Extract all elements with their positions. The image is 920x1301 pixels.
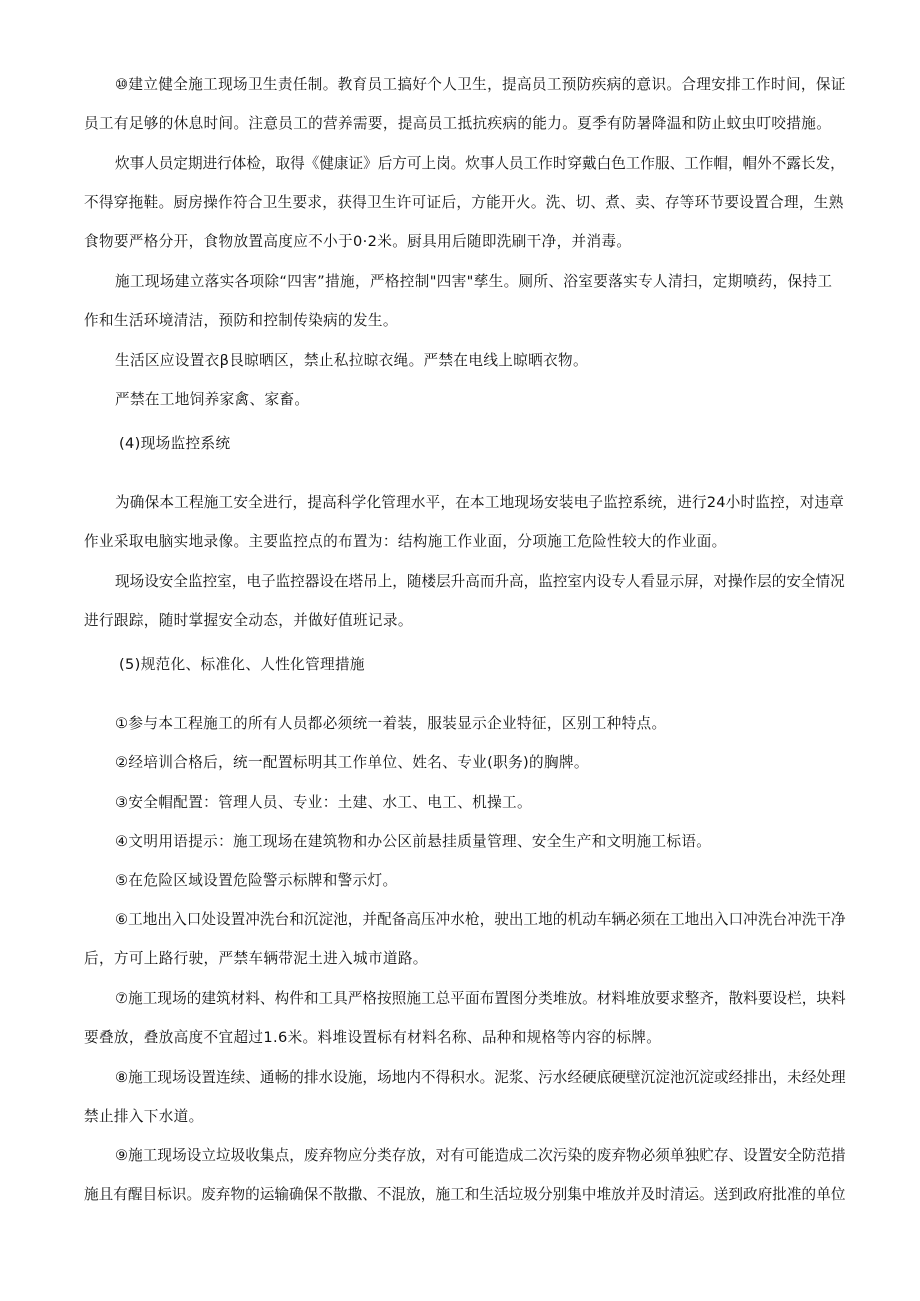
paragraph-hygiene-line-2: 员工有足够的休息时间。注意员工的营养需要，提高员工抵抗疾病的能力。夏季有防暑降温和防止蚊虫叮咬措施。 — [84, 115, 832, 132]
paragraph-control-room-line-1: 现场设安全监控室，电子监控器设在塔吊上，随楼层升高而升高，监控室内设专人看显示屏，对操作层的安全情况 — [115, 573, 845, 590]
section-heading-monitoring: (4)现场监控系统 — [119, 435, 231, 452]
paragraph-no-livestock: 严禁在工地饲养家禽、家畜。 — [115, 391, 310, 408]
list-item-garbage-line-2: 施且有醒目标识。废弃物的运输确保不散撒、不混放，施工和生活垃圾分别集中堆放并及时清运。送到政府批准的单位 — [84, 1186, 846, 1203]
list-item-wash-station-line-2: 后，方可上路行驶，严禁车辆带泥土进入城市道路。 — [84, 950, 428, 967]
paragraph-pests-line-1: 施工现场建立落实各项除“四害”措施，严格控制"四害"孳生。厕所、浴室要落实专人清扫，定期喷药，保持工 — [115, 273, 833, 290]
section-heading-standardization: (5)规范化、标准化、人性化管理措施 — [119, 656, 365, 673]
paragraph-cook-line-1: 炊事人员定期进行体检，取得《健康证》后方可上岗。炊事人员工作时穿戴白色工作服、工作帽，帽外不露长发， — [115, 155, 845, 172]
paragraph-control-room-line-2: 进行跟踪，随时掌握安全动态，并做好值班记录。 — [84, 612, 413, 629]
list-item-drainage-line-2: 禁止排入下水道。 — [84, 1108, 204, 1125]
list-item-materials-line-1: ⑦施工现场的建筑材料、构件和工具严格按照施工总平面布置图分类堆放。材料堆放要求整齐，散料要设栏，块料 — [115, 990, 846, 1007]
list-item-wash-station-line-1: ⑥工地出入口处设置冲洗台和沉淀池，并配备高压冲水枪，驶出工地的机动车辆必须在工地出入口冲洗台冲洗干净 — [115, 911, 846, 928]
list-item-materials-line-2: 要叠放，叠放高度不宜超过1.6米。料堆设置标有材料名称、品种和规格等内容的标牌。 — [84, 1029, 662, 1046]
list-item-helmet: ③安全帽配置：管理人员、专业：土建、水工、电工、机操工。 — [115, 794, 532, 811]
list-item-slogans: ④文明用语提示：施工现场在建筑物和办公区前悬挂质量管理、安全生产和文明施工标语。 — [115, 833, 712, 850]
list-item-badge: ②经培训合格后，统一配置标明其工作单位、姓名、专业(职务)的胸牌。 — [115, 754, 589, 771]
paragraph-monitoring-line-2: 作业采取电脑实地录像。主要监控点的布置为：结构施工作业面，分项施工危险性较大的作业面。 — [84, 533, 727, 550]
paragraph-pests-line-2: 作和生活环境清洁，预防和控制传染病的发生。 — [84, 312, 398, 329]
list-item-drainage-line-1: ⑧施工现场设置连续、通畅的排水设施，场地内不得积水。泥浆、污水经硬底硬壁沉淀池沉淀或经排出，未经处理 — [115, 1069, 846, 1086]
list-item-warning-signs: ⑤在危险区域设置危险警示标牌和警示灯。 — [115, 872, 398, 889]
paragraph-hygiene-line-1: ⑩建立健全施工现场卫生责任制。教育员工搞好个人卫生，提高员工预防疾病的意识。合理安排工作时间，保证 — [115, 76, 846, 93]
list-item-uniform: ①参与本工程施工的所有人员都必须统一着装，服装显示企业特征，区别工种特点。 — [115, 715, 667, 732]
paragraph-monitoring-line-1: 为确保本工程施工安全进行，提高科学化管理水平，在本工地现场安装电子监控系统，进行24小时监控，对违章 — [115, 494, 845, 511]
paragraph-drying-area: 生活区应设置衣β艮晾晒区，禁止私拉晾衣绳。严禁在电线上晾晒衣物。 — [115, 352, 588, 369]
list-item-garbage-line-1: ⑨施工现场设立垃圾收集点，废弃物应分类存放，对有可能造成二次污染的废弃物必须单独贮存、设置安全防范措 — [115, 1147, 846, 1164]
paragraph-cook-line-3: 食物要严格分开，食物放置高度应不小于0·2米。厨具用后随即洗刷干净，并消毒。 — [84, 233, 632, 250]
paragraph-cook-line-2: 不得穿拖鞋。厨房操作符合卫生要求，获得卫生许可证后，方能开火。洗、切、煮、卖、存等环节要设置合理，生熟 — [84, 194, 844, 211]
